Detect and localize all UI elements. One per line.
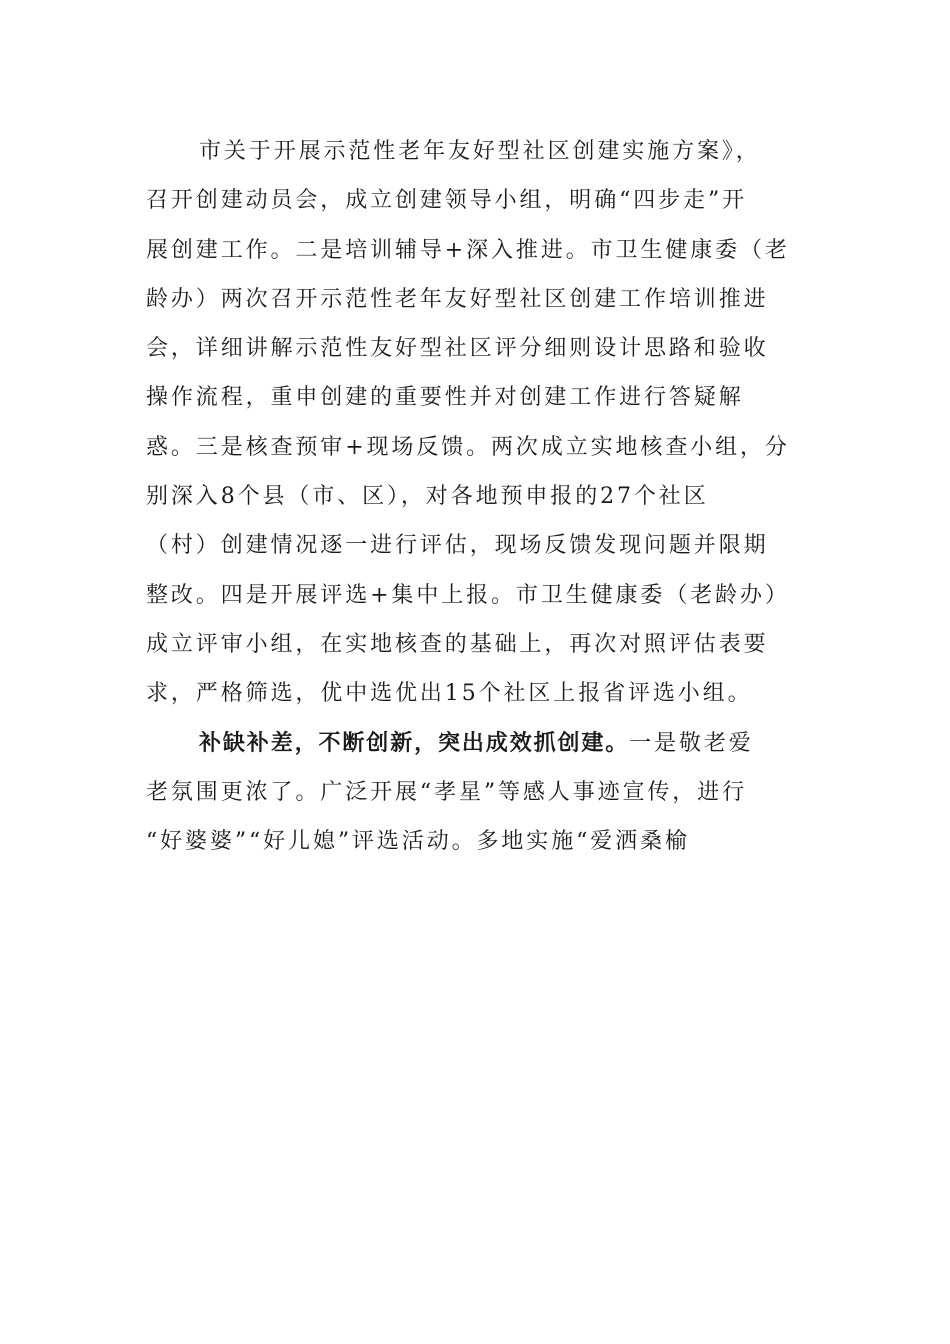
paragraph-line: 会，详细讲解示范性友好型社区评分细则设计思路和验收 — [146, 336, 769, 362]
paragraph-line: （村）创建情况逐一进行评估，现场反馈发现问题并限期 — [146, 533, 769, 559]
paragraph-line: 别深入8个县（市、区），对各地预申报的27个社区 — [146, 484, 709, 510]
paragraph-line: 成立评审小组，在实地核查的基础上，再次对照评估表要 — [146, 631, 769, 657]
paragraph-line: 惑。三是核查预审+现场反馈。两次成立实地核查小组，分 — [146, 434, 790, 460]
paragraph-line: 整改。四是开展评选+集中上报。市卫生健康委（老龄办） — [146, 582, 790, 608]
bold-lead-heading: 补缺补差，不断创新，突出成效抓创建。 — [199, 730, 630, 756]
paragraph-line: 操作流程，重申创建的重要性并对创建工作进行答疑解 — [146, 385, 744, 411]
paragraph-line: 展创建工作。二是培训辅导+深入推进。市卫生健康委（老 — [146, 237, 790, 263]
paragraph-line: 召开创建动员会，成立创建领导小组，明确“四步走”开 — [146, 188, 747, 214]
paragraph-line: 龄办）两次召开示范性老年友好型社区创建工作培训推进 — [146, 286, 769, 312]
paragraph-line: “好婆婆”“好儿媳”评选活动。多地实施“爱洒桑榆 — [146, 829, 690, 855]
paragraph-line: 老氛围更浓了。广泛开展“孝星”等感人事迹宣传，进行 — [146, 779, 747, 805]
body-text — [146, 131, 806, 870]
paragraph-line: 市关于开展示范性老年友好型社区创建实施方案》， — [199, 139, 761, 164]
paragraph-line: 求，严格筛选，优中选优出15个社区上报省评选小组。 — [146, 681, 753, 707]
paragraph-line-rest: 一是敬老爱 — [629, 730, 754, 756]
paragraph-lead-line — [146, 723, 806, 772]
